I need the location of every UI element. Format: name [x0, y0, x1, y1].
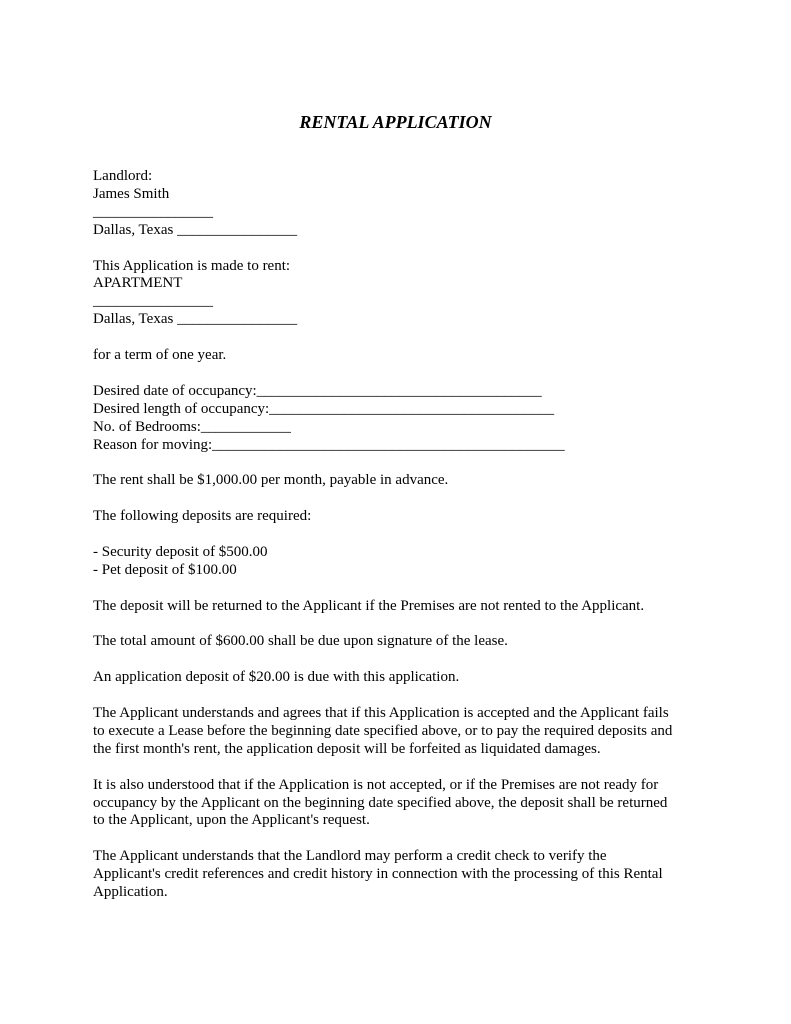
document-body — [93, 168, 703, 902]
not-accepted-paragraph-line: occupancy by the Applicant on the beginning date specified above, the deposit shall be returned — [93, 794, 668, 811]
premises-type: APARTMENT — [93, 275, 183, 292]
landlord-name: James Smith — [93, 185, 170, 202]
bedrooms-field: No. of Bedrooms:____________ — [93, 418, 291, 435]
credit-paragraph-line: The Applicant understands that the Landlord may perform a credit check to verify the — [93, 848, 607, 865]
landlord-label: Landlord: — [93, 168, 153, 184]
total-due-text: The total amount of $600.00 shall be due upon signature of the lease. — [93, 633, 508, 650]
forfeit-paragraph-line: The Applicant understands and agrees that if this Application is accepted and the Applicant fails — [93, 705, 669, 722]
deposit-return-text: The deposit will be returned to the Applicant if the Premises are not rented to the Applicant. — [93, 597, 645, 614]
forfeit-paragraph-line: to execute a Lease before the beginning date specified above, or to pay the required deposits and — [93, 722, 673, 739]
pet-deposit-item: - Pet deposit of $100.00 — [93, 561, 237, 578]
forfeit-paragraph-line: the first month's rent, the application deposit will be forfeited as liquidated damages. — [93, 740, 601, 757]
landlord-address-line: ________________ — [93, 203, 213, 220]
not-accepted-paragraph-line: to the Applicant, upon the Applicant's request. — [93, 812, 370, 829]
not-accepted-paragraph-line: It is also understood that if the Application is not accepted, or if the Premises are not ready for — [93, 776, 659, 793]
desired-date-field: Desired date of occupancy:______________________________________ — [93, 382, 542, 399]
reason-field: Reason for moving:_______________________________________________ — [93, 436, 565, 453]
desired-length-field: Desired length of occupancy:______________________________________ — [93, 400, 555, 417]
document-title: RENTAL APPLICATION — [299, 112, 492, 132]
premises-city-line: Dallas, Texas ________________ — [93, 311, 298, 328]
credit-paragraph-line: Application. — [93, 884, 168, 901]
application-deposit-text: An application deposit of $20.00 is due with this application. — [93, 669, 460, 686]
premises-address-line: ________________ — [93, 293, 213, 310]
security-deposit-item: - Security deposit of $500.00 — [93, 543, 268, 560]
premises-intro: This Application is made to rent: — [93, 257, 291, 274]
credit-paragraph-line: Applicant's credit references and credit history in connection with the processing of this Rental — [93, 866, 663, 883]
deposits-intro: The following deposits are required: — [93, 508, 312, 525]
term-text: for a term of one year. — [93, 347, 227, 364]
rent-text: The rent shall be $1,000.00 per month, payable in advance. — [93, 472, 449, 489]
landlord-city-line: Dallas, Texas ________________ — [93, 221, 298, 238]
